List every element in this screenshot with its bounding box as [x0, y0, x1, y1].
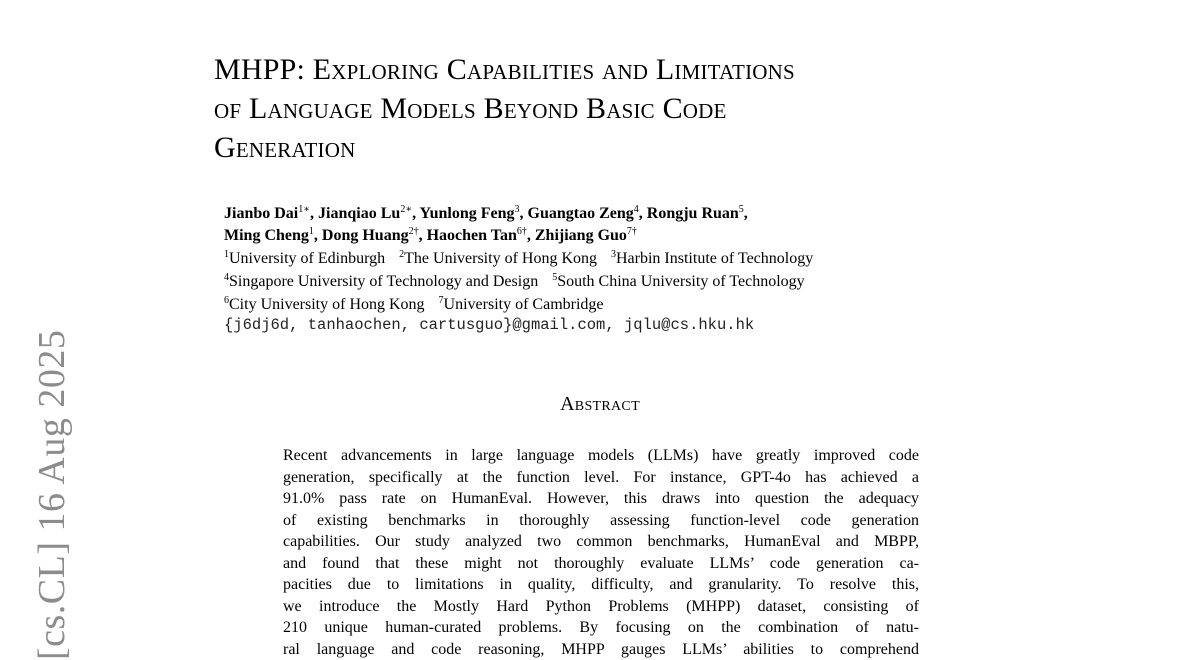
author-separator: , — [527, 227, 535, 244]
arxiv-side-stamp: [cs.CL] 16 Aug 2025 — [30, 330, 74, 660]
affiliation-mark: 1 — [224, 249, 229, 260]
author-line — [224, 203, 984, 225]
author-name: Haochen Tan — [427, 227, 517, 244]
author-name: Dong Huang — [322, 227, 409, 244]
abstract-line: Recent advancements in large language models (LLMs) have greatly improved code — [283, 445, 919, 467]
author-name: Yunlong Feng — [420, 205, 515, 222]
author-emails: {j6dj6d, tanhaochen, cartusguo}@gmail.com, jqlu@cs.hku.hk — [224, 315, 754, 335]
abstract-line: capabilities. Our study analyzed two common benchmarks, HumanEval and MBPP, — [283, 531, 919, 553]
author-name: Jianqiao Lu — [318, 205, 400, 222]
author-name: Jianbo Dai — [224, 205, 298, 222]
author-affiliation-mark: 3 — [515, 204, 520, 215]
affiliation-mark: 2 — [399, 249, 404, 260]
affiliation-mark: 3 — [611, 249, 616, 260]
affiliation-mark: 4 — [224, 272, 229, 283]
abstract-body — [283, 445, 919, 660]
author-separator: , — [412, 205, 419, 222]
abstract-line: of existing benchmarks in thoroughly assessing function-level code generation — [283, 510, 919, 532]
affiliation-line — [224, 293, 984, 316]
author-affiliation-mark: 2† — [409, 226, 419, 237]
author-separator: , — [639, 205, 647, 222]
affiliation-name: University of Edinburgh — [229, 250, 385, 267]
affiliation-line — [224, 270, 984, 293]
author-list — [224, 203, 984, 247]
author-separator: , — [314, 227, 322, 244]
abstract-line: we introduce the Mostly Hard Python Problems (MHPP) dataset, consisting of — [283, 596, 919, 618]
affiliation-list — [224, 247, 984, 316]
affiliation-mark: 7 — [439, 295, 444, 306]
title-line: MHPP: Exploring Capabilities and Limitations — [214, 50, 1014, 89]
author-separator: , — [310, 205, 318, 222]
author-affiliation-mark: 1∗ — [298, 204, 310, 215]
abstract-line: 91.0% pass rate on HumanEval. However, this draws into question the adequacy — [283, 488, 919, 510]
affiliation-name: South China University of Technology — [557, 273, 804, 290]
author-separator: , — [744, 205, 748, 222]
abstract-line: generation, specifically at the function level. For instance, GPT-4o has achieved a — [283, 467, 919, 489]
author-name: Ming Cheng — [224, 227, 309, 244]
affiliation-name: Singapore University of Technology and Design — [229, 273, 538, 290]
author-separator: , — [520, 205, 528, 222]
abstract-line: ral language and code reasoning, MHPP gauges LLMs’ abilities to comprehend — [283, 639, 919, 660]
abstract-line: 210 unique human-curated problems. By focusing on the combination of natu- — [283, 617, 919, 639]
affiliation-name: The University of Hong Kong — [404, 250, 597, 267]
author-line — [224, 225, 984, 247]
author-separator: , — [419, 227, 427, 244]
author-name: Guangtao Zeng — [528, 205, 634, 222]
affiliation-mark: 5 — [552, 272, 557, 283]
author-affiliation-mark: 6† — [517, 226, 527, 237]
title-line: Generation — [214, 128, 1014, 167]
author-affiliation-mark: 5 — [739, 204, 744, 215]
author-affiliation-mark: 2∗ — [400, 204, 412, 215]
author-affiliation-mark: 1 — [309, 226, 314, 237]
author-name: Rongju Ruan — [647, 205, 739, 222]
paper-title — [214, 50, 1014, 167]
affiliation-line — [224, 247, 984, 270]
abstract-line: and found that these might not thoroughly evaluate LLMs’ code generation ca- — [283, 553, 919, 575]
affiliation-name: City University of Hong Kong — [229, 296, 425, 313]
affiliation-name: Harbin Institute of Technology — [616, 250, 813, 267]
author-name: Zhijiang Guo — [535, 227, 627, 244]
abstract-heading: Abstract — [0, 393, 1200, 416]
author-affiliation-mark: 4 — [634, 204, 639, 215]
abstract-line: pacities due to limitations in quality, difficulty, and granularity. To resolve this, — [283, 574, 919, 596]
affiliation-name: University of Cambridge — [444, 296, 604, 313]
affiliation-mark: 6 — [224, 295, 229, 306]
author-affiliation-mark: 7† — [627, 226, 637, 237]
title-line: of Language Models Beyond Basic Code — [214, 89, 1014, 128]
